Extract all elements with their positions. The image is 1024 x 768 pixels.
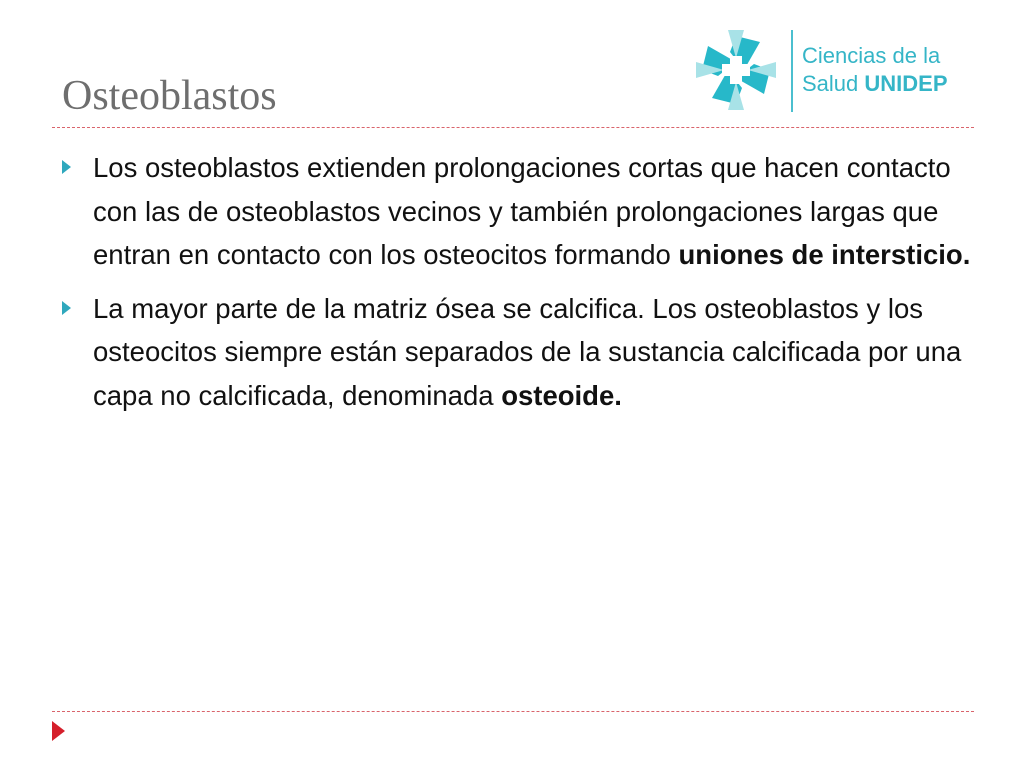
logo-text [802,42,948,98]
logo-line-2 [802,70,948,98]
logo-line-2-regular: Salud [802,71,865,96]
bullet-emphasis-2: osteoide. [501,379,622,411]
bullet-item-1 [62,146,972,277]
bullet-item-2 [62,287,972,418]
slide-title: Osteoblastos [62,73,277,119]
teal-star-cross-logo-icon [688,22,784,118]
logo-line-1: Ciencias de la [802,43,941,68]
red-triangle-icon [52,721,65,741]
bullet-list [62,146,972,427]
bullet-text-1: Los osteoblastos extienden prolongaciones cortas que hacen contacto con las de osteoblastos vecinos y también prolongaciones largas que entran en contacto con los osteocitos formando [93,152,951,270]
bullet-emphasis-1: uniones de intersticio. [678,239,971,270]
bullet-text-2: La mayor parte de la matriz ósea se calcifica. Los osteoblastos y los osteocitos siempre están separados de la sustancia calcificada por una capa no calcificada, denominada [93,292,962,411]
logo-line-2-bold: UNIDEP [864,71,948,96]
unidep-logo [688,22,968,122]
footer-divider [52,711,974,712]
title-divider [52,127,974,128]
triangle-bullet-icon [62,301,71,315]
logo-divider [791,30,793,112]
triangle-bullet-icon [62,160,71,174]
